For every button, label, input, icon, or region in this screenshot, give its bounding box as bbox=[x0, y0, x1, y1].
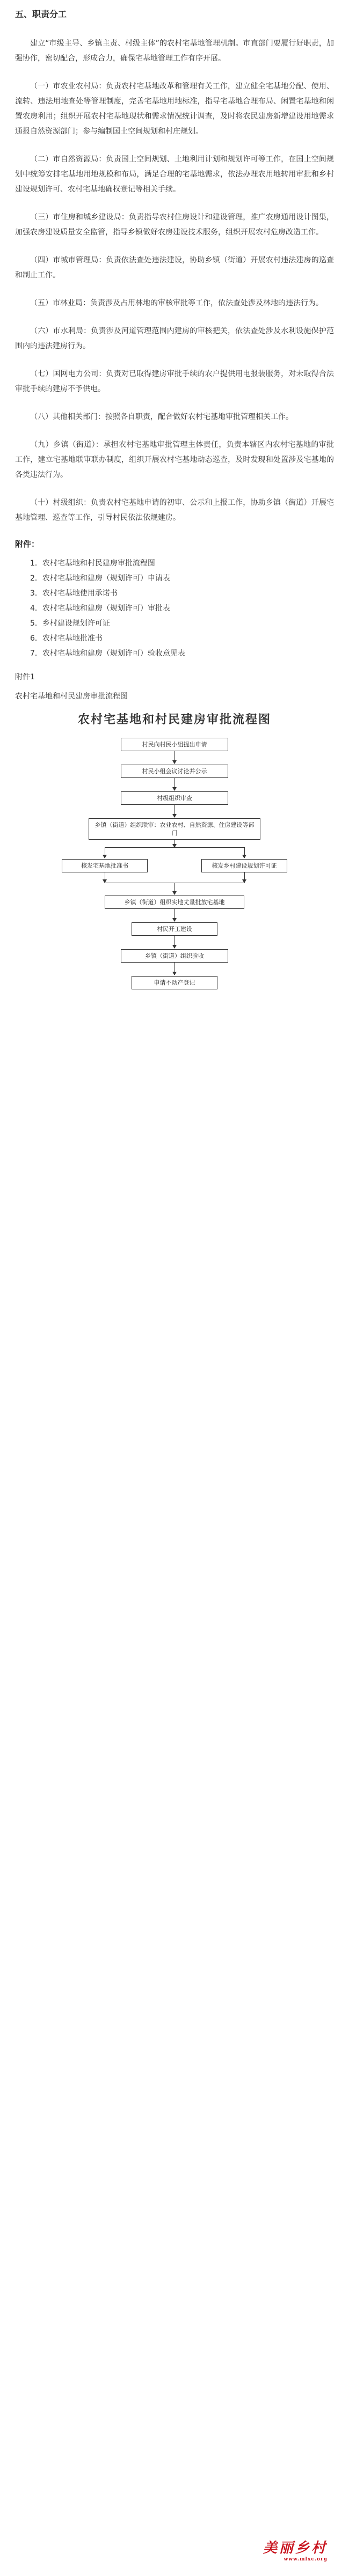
duty-paragraph: （三）市住房和城乡建设局：负责指导农村住房设计和建设管理，推广农房通用设计图集，加强农房建设质量安全监管，指导乡镇做好农房建设技术服务，组织开展农村危房改造工作。 bbox=[15, 213, 334, 237]
flow-step-group-review: 村民小组会议讨论并公示 bbox=[121, 765, 228, 778]
attachments-list bbox=[15, 556, 334, 661]
flow-step-construction: 村民开工建设 bbox=[132, 922, 217, 936]
duty-paragraph: （八）其他相关部门：按照各自职责，配合做好农村宅基地审批管理相关工作。 bbox=[30, 413, 293, 421]
duty-paragraph: （七）国网电力公司：负责对已取得建房审批手续的农户提供用电报装服务，对未取得合法审批手续的建房不予供电。 bbox=[15, 370, 334, 393]
watermark-url: www.mlxc.org bbox=[283, 2557, 328, 2562]
attachment-item[interactable]: 1．农村宅基地和村民建房审批流程图 bbox=[30, 559, 155, 568]
flow-branch-line bbox=[105, 847, 244, 848]
flow-step-survey: 乡镇（街道）组织实地丈量批放宅基地 bbox=[105, 896, 244, 909]
flow-step-acceptance: 乡镇（街道）组织验收 bbox=[121, 949, 228, 963]
approval-flowchart bbox=[15, 738, 334, 1038]
attachment-item[interactable]: 5．乡村建设规划许可证 bbox=[30, 619, 110, 628]
flow-arrow bbox=[174, 935, 175, 948]
flow-connector bbox=[244, 872, 245, 883]
flow-arrow bbox=[244, 847, 245, 858]
flow-arrow bbox=[174, 908, 175, 921]
duty-paragraph: （二）市自然资源局：负责国土空间规划、土地利用计划和规划许可等工作，在国土空间规划中统筹安排宅基地用地规模和布局，满足合理的宅基地需求，依法办理农用地转用审批和乡村建设规划许可、农村宅基地确权登记等相关手续。 bbox=[15, 155, 334, 194]
flow-arrow bbox=[174, 777, 175, 790]
flow-connector bbox=[174, 840, 175, 847]
duty-paragraph: （九）乡镇（街道）：承担农村宅基地审批管理主体责任，负责本辖区内农村宅基地的审批工作，建立宅基地联审联办制度，组织开展农村宅基地动态巡查，及时发现和处置涉及宅基地的各类违法行为。 bbox=[15, 441, 334, 479]
flow-step-planning-permit: 核发乡村建设规划许可证 bbox=[201, 859, 287, 872]
duty-paragraph: （十）村级组织：负责农村宅基地申请的初审、公示和上报工作，协助乡镇（街道）开展宅基地管理、巡查等工作，引导村民依法依规建房。 bbox=[15, 498, 334, 522]
annex-heading: 附件1 bbox=[15, 673, 35, 681]
attachment-item[interactable]: 2．农村宅基地和建房（规划许可）申请表 bbox=[30, 574, 170, 583]
flow-arrow bbox=[174, 804, 175, 817]
attachments-title: 附件： bbox=[15, 539, 40, 549]
flow-arrow bbox=[174, 962, 175, 975]
duty-paragraph: （五）市林业局：负责涉及占用林地的审核审批等工作，依法查处涉及林地的违法行为。 bbox=[30, 299, 323, 307]
attachment-item[interactable]: 6．农村宅基地批准书 bbox=[30, 634, 103, 643]
duty-paragraph: （一）市农业农村局：负责农村宅基地改革和管理有关工作，建立健全宅基地分配、使用、流转、违法用地查处等管理制度，完善宅基地用地标准，指导宅基地合理布局、闲置宅基地和闲置农房利用；组织开展农村宅基地现状和需求情况统计调查，及时将农民建房新增建设用地需求通报自然资源部门；参与编制国土空间规划和村庄规划。 bbox=[15, 82, 334, 136]
flow-arrow bbox=[174, 751, 175, 764]
flow-step-registration: 申请不动产登记 bbox=[132, 976, 217, 989]
flowchart-title: 农村宅基地和村民建房审批流程图 bbox=[77, 713, 271, 726]
flow-step-joint-review: 乡镇（街道）组织联审：农业农村、自然资源、住房建设等部门 bbox=[89, 818, 260, 840]
annex-subtitle: 农村宅基地和村民建房审批流程图 bbox=[15, 692, 128, 701]
attachment-item[interactable]: 3．农村宅基地使用承诺书 bbox=[30, 589, 118, 598]
watermark-text: 美丽乡村 bbox=[263, 2540, 328, 2556]
section-title: 五、职责分工 bbox=[15, 9, 67, 19]
flow-step-apply: 村民向村民小组提出申请 bbox=[121, 738, 228, 751]
flow-step-village-review: 村级组织审查 bbox=[121, 791, 228, 805]
attachment-item[interactable]: 7．农村宅基地和建房（规划许可）验收意见表 bbox=[30, 649, 185, 658]
duty-paragraph: （四）市城市管理局：负责依法查处违法建设，协助乡镇（街道）开展农村违法建房的巡查和制止工作。 bbox=[15, 256, 334, 280]
duty-paragraph: （六）市水利局：负责涉及河道管理范围内建房的审核把关，依法查处涉及水利设施保护范围内的违法建房行为。 bbox=[15, 327, 334, 350]
flow-step-homestead-permit: 核发宅基地批准书 bbox=[62, 859, 148, 872]
intro-paragraph: 建立“市级主导、乡镇主责、村级主体”的农村宅基地管理机制。市直部门要履行好职责，加强协作，密切配合，形成合力，确保宅基地管理工作有序开展。 bbox=[15, 39, 334, 63]
flow-arrow bbox=[174, 883, 175, 894]
attachment-item[interactable]: 4．农村宅基地和建房（规划许可）审批表 bbox=[30, 604, 170, 613]
site-watermark bbox=[263, 2537, 328, 2562]
